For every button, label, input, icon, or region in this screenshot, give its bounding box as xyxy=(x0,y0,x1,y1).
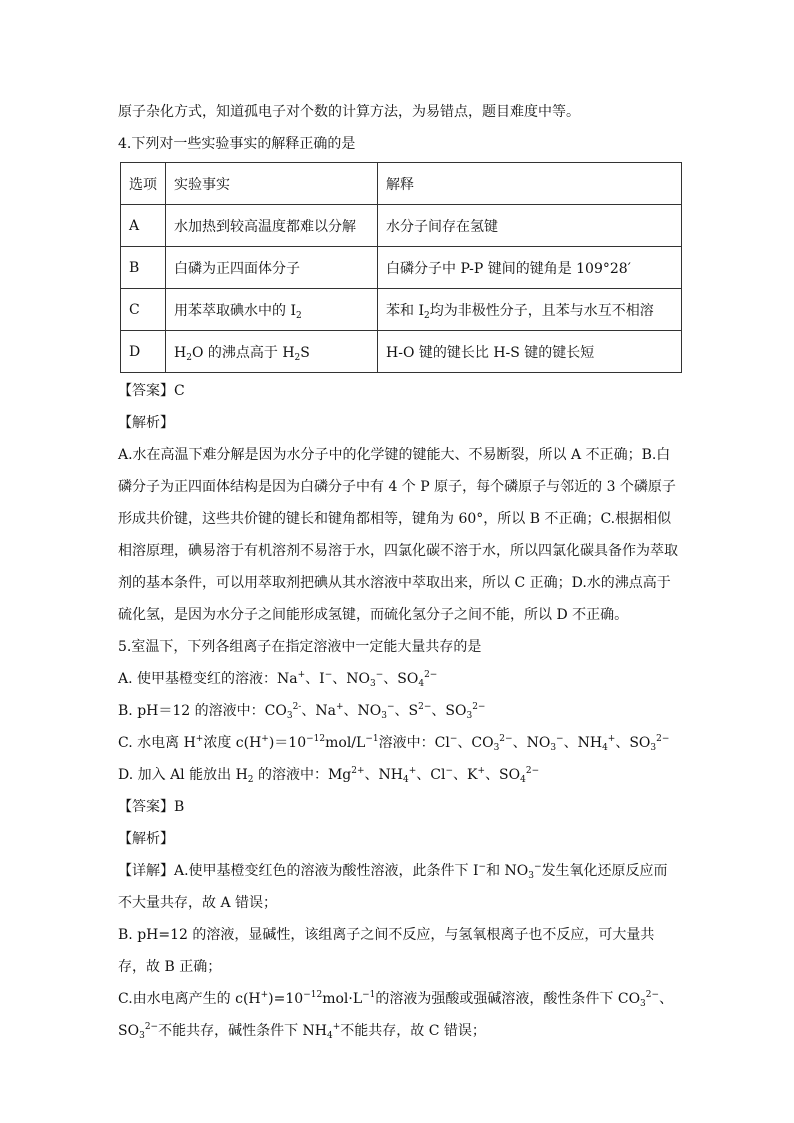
q5-answer: 【答案】B xyxy=(118,799,185,815)
text-run: 发生氧化还原反应而不大量共存，故 A 错误； xyxy=(118,863,668,911)
subscript: 4 xyxy=(403,775,409,785)
text-run: 不能共存，故 C 错误； xyxy=(340,1023,486,1039)
superscript: − xyxy=(375,670,384,680)
subscript: 3 xyxy=(650,743,657,753)
superscript: − xyxy=(324,670,333,680)
text-run: )＝10 xyxy=(268,735,307,751)
text-run: 用苯萃取碘水中的 I xyxy=(174,302,296,319)
header-explanation: 解释 xyxy=(378,163,682,205)
table-row xyxy=(121,247,682,289)
subscript: 2 xyxy=(186,352,192,363)
text-run: 、NH xyxy=(364,767,404,783)
superscript: − xyxy=(478,862,487,872)
superscript: − xyxy=(534,862,542,872)
text-run: 、SO xyxy=(118,991,674,1039)
text-run: C.由水电离产生的 c(H xyxy=(118,991,261,1007)
q5-analysis-label: 【解析】 xyxy=(118,831,174,847)
text-run: 、K xyxy=(453,767,478,783)
row-option: C xyxy=(121,289,166,331)
row-fact xyxy=(166,331,378,373)
superscript: + xyxy=(335,702,344,712)
superscript: + xyxy=(260,990,269,1000)
superscript: + xyxy=(408,766,417,776)
superscript: + xyxy=(195,734,204,744)
row-explanation: 白磷分子中 P-P 键间的键角是 109°28′ xyxy=(378,247,682,289)
subscript: 3 xyxy=(286,711,293,721)
text-run: 均为非极性分子，且苯与水互不相溶 xyxy=(429,302,654,319)
text-run: 、SO xyxy=(485,767,521,783)
text-run: 溶液中：Cl xyxy=(378,735,450,751)
row-explanation: H-O 键的键长比 H-S 键的键长短 xyxy=(378,331,682,373)
text-run: 、Na xyxy=(301,703,336,719)
superscript: − xyxy=(556,734,564,744)
subscript: 3 xyxy=(381,711,387,721)
text-run: 、I xyxy=(305,671,325,687)
superscript: 2− xyxy=(656,734,670,744)
superscript: + xyxy=(297,670,306,680)
superscript: + xyxy=(261,734,269,744)
subscript: 3 xyxy=(550,743,557,753)
q4-stem: 4.下列对一些实验事实的解释正确的是 xyxy=(118,136,356,152)
q5-option-a xyxy=(118,663,678,695)
text-run: 不能共存，碱性条件下 NH xyxy=(158,1023,328,1039)
document-page xyxy=(118,96,678,1047)
subscript: 4 xyxy=(602,743,608,753)
text-run: H xyxy=(174,344,187,361)
text-run: 【详解】A.使甲基橙变红色的溶液为酸性溶液，此条件下 I xyxy=(118,863,479,879)
superscript: −12 xyxy=(306,734,326,744)
text-run: 、CO xyxy=(457,735,494,751)
text-run: 、SO xyxy=(383,671,419,687)
row-option: A xyxy=(121,205,166,247)
q5-option-d xyxy=(118,759,678,791)
text-run: 、NO xyxy=(343,703,382,719)
q5-detail-a xyxy=(118,855,678,919)
text-run: mol·L xyxy=(322,991,363,1007)
text-run: D. 加入 Al 能放出 H xyxy=(118,767,248,783)
superscript: −12 xyxy=(303,990,323,1000)
subscript: 3 xyxy=(466,711,473,721)
superscript: 2− xyxy=(424,670,438,680)
text-run: 、NO xyxy=(332,671,370,687)
q5-detail-c xyxy=(118,983,678,1047)
subscript: 2 xyxy=(423,310,430,321)
table-row xyxy=(121,289,682,331)
text-run: )=10 xyxy=(268,991,304,1007)
row-fact xyxy=(166,289,378,331)
superscript: + xyxy=(607,734,616,744)
subscript: 2 xyxy=(295,310,302,321)
q4-answer: 【答案】C xyxy=(118,383,185,399)
superscript: + xyxy=(477,766,486,776)
superscript: 2− xyxy=(472,702,486,712)
table-header-row xyxy=(121,163,682,205)
text-run: C. 水电离 H xyxy=(118,735,196,751)
intro-line: 原子杂化方式，知道孤电子对个数的计算方法，为易错点，题目难度中等。 xyxy=(118,104,580,120)
subscript: 3 xyxy=(493,743,500,753)
q5-detail-b: B. pH=12 的溶液，显碱性，该组离子之间不反应，与氢氧根离子也不反应，可大量共存，故 B 正确； xyxy=(118,927,655,975)
subscript: 4 xyxy=(520,775,526,785)
q4-analysis-label: 【解析】 xyxy=(118,415,174,431)
q4-analysis: A.水在高温下难分解是因为水分子中的化学键的键能大、不易断裂，所以 A 不正确；B.白磷分子为正四面体结构是因为白磷分子中有 4 个 P 原子，每个磷原子与邻近的 3 个磷原子形成共价键，这些共价键的键长和键角都相等，键角为 60°，所以 B 不正确；C.根据相似相溶原理，碘易溶于有机溶剂不易溶于水，四氯化碳不溶于水，所以四氯化碳具备作为萃取剂的基本条件，可以用萃取剂把碘从其水溶液中萃取出来，所以 C 正确；D.水的沸点高于硫化氢，是因为水分子之间能形成氢键，而硫化氢分子之间不能，所以 D 不正确。 xyxy=(118,447,678,623)
text-run: 的溶液中：Mg xyxy=(253,767,352,783)
text-run: 、SO xyxy=(431,703,467,719)
subscript: 4 xyxy=(418,679,425,689)
q4-table xyxy=(120,162,682,373)
superscript: 2− xyxy=(144,1022,159,1032)
text-run: 浓度 c(H xyxy=(203,735,262,751)
row-fact: 白磷为正四面体分子 xyxy=(166,247,378,289)
superscript: 2- xyxy=(292,702,302,712)
header-fact: 实验事实 xyxy=(166,163,378,205)
text-run: 、SO xyxy=(615,735,651,751)
superscript: 2− xyxy=(645,990,660,1000)
superscript: 2+ xyxy=(351,766,365,776)
text-run: S xyxy=(300,344,310,361)
subscript: 3 xyxy=(369,679,376,689)
text-run: A. 使甲基橙变红的溶液：Na xyxy=(118,671,298,687)
text-run: O 的沸点高于 H xyxy=(191,344,295,361)
superscript: + xyxy=(332,1022,341,1032)
row-explanation xyxy=(378,289,682,331)
subscript: 3 xyxy=(139,1031,145,1041)
superscript: 2− xyxy=(499,734,513,744)
text-run: 、NH xyxy=(563,735,603,751)
text-run: B. pH＝12 的溶液中：CO xyxy=(118,703,287,719)
subscript: 3 xyxy=(640,999,646,1009)
text-run: 和 NO xyxy=(486,863,529,879)
text-run: 的溶液为强酸或强碱溶液，酸性条件下 CO xyxy=(375,991,641,1007)
text-run: 、Cl xyxy=(416,767,446,783)
table-row xyxy=(121,331,682,373)
subscript: 2 xyxy=(247,775,254,785)
row-fact: 水加热到较高温度都难以分解 xyxy=(166,205,378,247)
q5-option-c xyxy=(118,727,678,759)
table-row xyxy=(121,205,682,247)
q5-stem: 5.室温下，下列各组离子在指定溶液中一定能大量共存的是 xyxy=(118,639,482,655)
superscript: − xyxy=(445,766,454,776)
subscript: 4 xyxy=(327,1031,333,1041)
row-option: D xyxy=(121,331,166,373)
text-run: 苯和 I xyxy=(386,302,424,319)
row-explanation: 水分子间存在氢键 xyxy=(378,205,682,247)
text-run: mol/L xyxy=(325,735,366,751)
subscript: 2 xyxy=(294,352,301,363)
superscript: −1 xyxy=(362,990,376,1000)
superscript: − xyxy=(449,734,458,744)
subscript: 3 xyxy=(528,871,535,881)
superscript: 2− xyxy=(525,766,540,776)
row-option: B xyxy=(121,247,166,289)
q5-option-b xyxy=(118,695,678,727)
text-run: 、NO xyxy=(512,735,551,751)
superscript: − xyxy=(386,702,395,712)
text-run: 、S xyxy=(394,703,419,719)
superscript: −1 xyxy=(365,734,379,744)
superscript: 2− xyxy=(418,702,432,712)
header-option: 选项 xyxy=(121,163,166,205)
